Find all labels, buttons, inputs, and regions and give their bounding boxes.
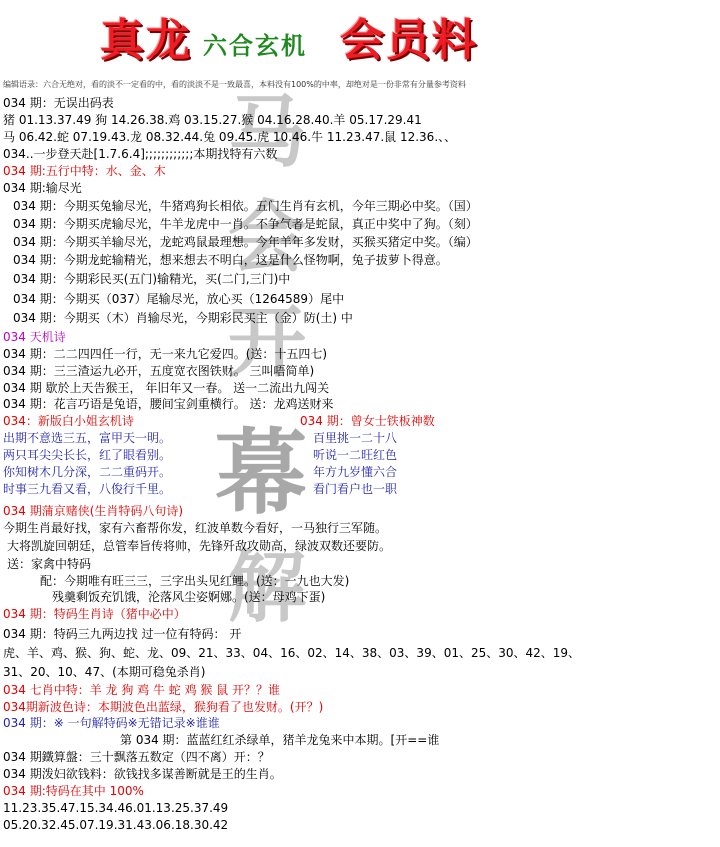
text-line: 05.20.32.45.07.19.31.43.06.18.30.42 — [3, 818, 229, 832]
text-line: 034 期：今期龙蛇输精光，想来想去不明白，这是什么怪物啊，兔子拔萝卜得意。 — [13, 253, 448, 267]
poem-right-line: 看门看户也一职 — [313, 482, 398, 496]
text-line: 034 天机诗 — [3, 330, 66, 344]
text-line: 034 期：今期彩民买(五门)输精光，买(二门,三门)中 — [13, 272, 291, 286]
text-line: 034 期鐵算盤：三十飘落五数定（四不离）开：？ — [3, 750, 270, 764]
banner-title-left: 真龙 — [100, 15, 192, 66]
text-line: 034 期：二二四四任一行，无一来九它爱四。(送：十五四七) — [3, 347, 328, 361]
text-line: 马 06.42.蛇 07.19.43.龙 08.32.44.兔 09.45.虎 10.46.牛 11.23.47.鼠 12.36.、、 — [3, 130, 457, 144]
text-line: 034 期：三三渣运九必开，五度宽衣图铁财。 三叫唔简单) — [3, 364, 315, 378]
text-line: 034 期：今期买（037）尾输尽光，放心买（1264589）尾中 — [13, 292, 345, 306]
text-line: 034 期：特码三九两边找 过一位有特码： 开 — [3, 627, 242, 641]
text-line: 034..一步登天赴[1.7.6.4];;;;;;;;;;;;本期找特有六数 — [3, 147, 278, 161]
watermark-char-1: 马 — [228, 87, 307, 178]
banner-title-right: 会员料 — [340, 15, 478, 66]
banner-title-middle: 六合玄机 — [203, 31, 307, 60]
text-line: 034 期：曾女士铁板神数 — [300, 414, 435, 428]
text-line: 配：今期唯有旺三三，三字出头见红鲤。(送：一九也大发) — [40, 574, 350, 588]
text-line: 034 期:特码在其中 100% — [3, 784, 144, 798]
text-line: 送：家禽中特码 — [7, 557, 92, 571]
text-line: 034 七肖中特：羊 龙 狗 鸡 牛 蛇 鸡 猴 鼠 开？？谁 — [3, 683, 281, 697]
poem-left-line: 两只耳尖尖长长，红了眼看别。 — [3, 448, 172, 462]
text-line: 034 期泼妇欲钱料：欲钱找多谋善断就是王的生肖。 — [3, 767, 282, 781]
poem-left — [3, 430, 171, 498]
text-line: 第 034 期：蓝蓝红红杀绿单，猪羊龙兔来中本期。[开==谁 — [120, 733, 440, 747]
poem-right — [313, 430, 397, 498]
text-line: 034 期：今期买兔输尽光，牛猪鸡狗长相依。五门生肖有玄机，今年三期必中奖。（国） — [13, 199, 478, 213]
text-line: 034 期 歇於上天告猴王， 年旧年又一春。 送一二流出九闯关 — [3, 381, 330, 395]
text-line: 034 期：特码生肖诗（猪中必中） — [3, 607, 186, 621]
poem-left-line: 时事三九看又看，八俊行千里。 — [3, 482, 172, 496]
text-line: 31、20、10、47、(本期可稳兔杀肖) — [3, 665, 206, 679]
text-line: 034 期：今期买（木）肖输尽光，今期彩民买主（金）防(土) 中 — [13, 311, 353, 325]
text-line: 虎、羊、鸡、猴、狗、蛇、龙、09、21、33、04、16、02、14、38、03、39、01、25、30、42、19、 — [3, 646, 581, 660]
watermark-char-5: 解 — [228, 542, 307, 633]
text-line: 034 期：※ 一句解特码※无错记录※谁谁 — [3, 716, 220, 730]
text-line: 残羹剩饭充饥饿，沦落风尘姿婀娜。(送：母鸡下蛋) — [52, 590, 326, 604]
text-line: 034 期：今期买虎输尽光，牛羊龙虎中一肖。不争气者是蛇鼠，真正中奖中了狗。（刻） — [13, 217, 478, 231]
poem-left-line: 出期不意选三五，富甲天一明。 — [3, 431, 172, 445]
text-line: 11.23.35.47.15.34.46.01.13.25.37.49 — [3, 801, 229, 815]
poem-right-line: 年方九岁懂六合 — [313, 465, 398, 479]
text-line: 034：新版白小姐玄机诗 — [3, 414, 134, 428]
watermark-char-4: 幕 — [215, 419, 308, 527]
text-line: 034 期：无误出码表 — [3, 96, 114, 110]
text-line: 今期生肖最好找，家有六畜帮你发，红波单数今看好，一马独行三军随。 — [3, 521, 388, 535]
text-line: 034 期:输尽光 — [3, 181, 82, 195]
poem-right-line: 听说一二旺红色 — [313, 448, 398, 462]
poem-right-line: 百里挑一二十八 — [313, 431, 398, 445]
text-line: 034 期:五行中特：水、金、木 — [3, 164, 166, 178]
poem-left-line: 你知树木几分深，二二重码开。 — [3, 465, 172, 479]
text-line: 034 期：今期买羊输尽光，龙蛇鸡鼠最理想。今年羊年多发财，买猴买猪定中奖。（编） — [13, 235, 478, 249]
text-line: 034 期：花言巧语是兔语，腰间宝剑重横行。 送：龙鸡送财来 — [3, 397, 334, 411]
watermark-char-2: 会 — [228, 192, 307, 283]
header-banner — [0, 0, 720, 74]
disclaimer-text: 编辑语录：六合无绝对，看的淡不一定看的中，看的淡淡不是一致最喜，本料没有100%的中率，却绝对是一份非常有分量参考资料 — [3, 80, 466, 89]
text-line: 034期新波色诗：本期波色出蓝绿，猴狗看了也发财。(开？) — [3, 700, 324, 714]
text-line: 大将凯旋回朝廷，总管奉旨传将帅，先锋歼敌攻勋高，绿波双数还要防。 — [7, 539, 392, 553]
text-line: 猪 01.13.37.49 狗 14.26.38.鸡 03.15.27.猴 04.16.28.40.羊 05.17.29.41 — [3, 113, 422, 127]
text-line: 034 期蒲京赌侠(生肖特码八句诗) — [3, 504, 184, 518]
watermark-char-3: 开 — [228, 297, 307, 388]
